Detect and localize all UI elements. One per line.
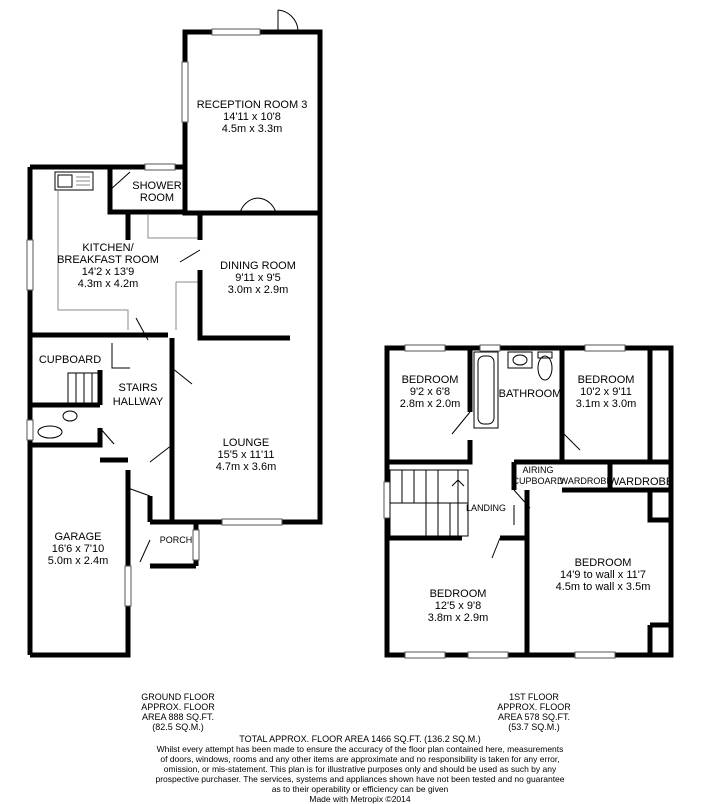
caption-line: APPROX. FLOOR [141, 702, 215, 712]
room-dimensions-imperial: 16'6 x 7'10 [51, 543, 105, 555]
room-dimensions-metric: 3.1m x 3.0m [575, 398, 637, 410]
window [222, 519, 282, 525]
svg-text:BATHROOM [499, 388, 562, 400]
room-dimensions-metric: 3.0m x 2.9m [227, 284, 289, 296]
caption-line: GROUND FLOOR [141, 692, 215, 702]
disclaimer-line: omission, or mis-statement. This plan is for illustrative purposes only and should be used as such by any [163, 764, 557, 774]
room-dimensions-imperial: 14'11 x 10'8 [223, 111, 281, 123]
bath-icon [478, 356, 494, 424]
room-dimensions-imperial: 9'2 x 6'8 [409, 386, 451, 398]
svg-text:AIRING [522, 465, 553, 475]
made-with-credit: Made with Metropix ©2014 [309, 794, 411, 804]
room-labels [39, 99, 673, 624]
caption-line: (82.5 SQ.M.) [152, 722, 204, 732]
room-name: HALLWAY [112, 396, 164, 408]
room-dimensions-metric: 2.8m x 2.0m [399, 398, 461, 410]
room-name: GARAGE [54, 531, 102, 543]
window [27, 240, 33, 290]
window [193, 530, 199, 560]
room-dimensions-imperial: 12'5 x 9'8 [434, 600, 482, 612]
room-name: STAIRS [118, 382, 158, 394]
room-dimensions-imperial: 14'9 to wall x 11'7 [560, 569, 646, 581]
door-swing [150, 445, 172, 462]
svg-text:3.8m x 2.9m [428, 612, 489, 624]
room-dimensions-metric: 4.5m x 3.3m [221, 123, 283, 135]
room-name: BATHROOM [498, 388, 562, 400]
svg-text:STAIRS [119, 382, 158, 394]
svg-text:3.1m x 3.0m [576, 398, 637, 410]
svg-text:9'2 x 6'8 [410, 386, 450, 398]
window [125, 566, 131, 606]
svg-text:4.7m x 3.6m [216, 461, 277, 473]
svg-text:CUPBOARD [512, 476, 564, 486]
room-name: SHOWER [132, 180, 182, 192]
window [384, 482, 390, 518]
room-name: WARDROBE [559, 476, 613, 486]
svg-text:10'2 x 9'11 [580, 386, 632, 398]
svg-text:15'5 x 11'11 [217, 449, 274, 461]
stairs-icon [390, 470, 468, 536]
room-name: BEDROOM [401, 374, 459, 386]
lounge-walls [172, 338, 320, 522]
svg-text:BEDROOM [578, 374, 635, 386]
basin-icon [63, 411, 77, 421]
disclaimer-line: as to their operability or efficiency can be given [271, 784, 449, 794]
caption-line: APPROX. FLOOR [497, 702, 571, 712]
footer-notes [150, 734, 570, 804]
disclaimer-line: prospective purchaser. The services, systems and appliances shown have not been tested and no guarantee [155, 774, 565, 784]
window [575, 652, 615, 658]
disclaimer-line: of doors, windows, rooms and any other items are approximate and no responsibility is taken for any error, [160, 754, 560, 764]
svg-text:KITCHEN/ [82, 242, 134, 254]
svg-text:4.3m x 4.2m [78, 278, 139, 290]
room-dimensions-metric: 3.8m x 2.9m [427, 612, 489, 624]
room-name: LANDING [465, 503, 507, 513]
window [27, 420, 33, 440]
wc-icon [38, 426, 62, 438]
hallway-walls [30, 335, 100, 655]
room-name: PORCH [159, 535, 193, 545]
window [145, 164, 175, 170]
room-name: WARDROBE [608, 476, 674, 488]
door-swing [452, 412, 470, 434]
svg-text:14'2 x 13'9 [82, 266, 135, 278]
svg-text:12'5 x 9'8 [435, 600, 481, 612]
room-name: ROOM [139, 192, 175, 204]
window [405, 345, 445, 351]
room-name: BEDROOM [577, 374, 635, 386]
svg-text:DINING ROOM [220, 260, 296, 272]
window [468, 652, 508, 658]
svg-text:BEDROOM [402, 374, 459, 386]
door-swing [278, 10, 298, 32]
svg-text:4.5m x 3.3m [222, 123, 283, 135]
svg-text:WARDROBE [560, 476, 613, 486]
svg-text:SHOWER [132, 180, 182, 192]
svg-text:4.5m to wall x 3.5m [556, 581, 651, 593]
svg-text:HALLWAY [113, 396, 164, 408]
window [585, 345, 625, 351]
room-name: DINING ROOM [220, 260, 296, 272]
svg-text:9'11 x 9'5 [235, 272, 281, 284]
room-name: CUPBOARD [38, 354, 102, 366]
stairs-icon [68, 373, 100, 403]
room-name: CUPBOARD [512, 476, 564, 486]
window [212, 29, 260, 35]
room-name: BEDROOM [429, 588, 487, 600]
svg-text:WARDROBE [609, 476, 673, 488]
disclaimer-line: Whilst every attempt has been made to ensure the accuracy of the floor plan contained here, measurements [156, 744, 564, 754]
svg-text:BREAKFAST ROOM [57, 254, 159, 266]
door-swing [140, 540, 150, 562]
svg-text:RECEPTION ROOM 3 [197, 99, 308, 111]
kitchen-counter [148, 215, 200, 238]
total-floor-area: TOTAL APPROX. FLOOR AREA 1466 SQ.FT. (136.2 SQ.M.) [239, 734, 481, 744]
room-name: KITCHEN/ [82, 242, 134, 254]
svg-text:ROOM [140, 192, 174, 204]
kitchen-counter [176, 282, 200, 330]
sink-bowl-icon [58, 175, 72, 187]
svg-text:LANDING [466, 503, 506, 513]
window [405, 652, 445, 658]
door-swing [110, 172, 130, 190]
window [182, 62, 188, 122]
room-dimensions-imperial: 14'2 x 13'9 [81, 266, 135, 278]
room-name: RECEPTION ROOM 3 [196, 99, 308, 111]
room-dimensions-metric: 4.7m x 3.6m [215, 461, 277, 473]
wc-icon [538, 356, 552, 380]
svg-text:BEDROOM [575, 557, 632, 569]
room-dimensions-imperial: 15'5 x 11'11 [217, 449, 275, 461]
caption-line: 1ST FLOOR [509, 692, 559, 702]
room-name: AIRING [522, 465, 554, 475]
ground-floor-caption [118, 692, 238, 732]
room-dimensions-metric: 4.3m x 4.2m [77, 278, 139, 290]
svg-text:PORCH [160, 535, 193, 545]
svg-text:14'9 to wall x 11'7 [560, 569, 646, 581]
room-name: LOUNGE [222, 437, 270, 449]
room-dimensions-imperial: 9'11 x 9'5 [235, 272, 281, 284]
svg-text:GARAGE [54, 531, 101, 543]
door-swing [562, 432, 580, 450]
door-swing [112, 343, 130, 368]
svg-text:CUPBOARD [39, 354, 101, 366]
room-dimensions-imperial: 10'2 x 9'11 [580, 386, 632, 398]
svg-text:3.0m x 2.9m [228, 284, 289, 296]
caption-line: AREA 578 SQ.FT. [497, 712, 571, 722]
caption-line: AREA 888 SQ.FT. [141, 712, 215, 722]
room-dimensions-metric: 5.0m x 2.4m [47, 555, 109, 567]
svg-text:14'11 x 10'8 [223, 111, 281, 123]
svg-text:BEDROOM [430, 588, 487, 600]
svg-text:LOUNGE [223, 437, 269, 449]
svg-text:2.8m x 2.0m [400, 398, 461, 410]
svg-text:5.0m x 2.4m [48, 555, 109, 567]
caption-line: (53.7 SQ.M.) [508, 722, 560, 732]
room-dimensions-metric: 4.5m to wall x 3.5m [555, 581, 651, 593]
door-swing [180, 250, 200, 262]
door-swing [492, 538, 500, 558]
room-name: BEDROOM [574, 557, 632, 569]
first-floor-caption [474, 692, 594, 732]
door-swing [128, 488, 150, 496]
basin-icon [508, 352, 532, 368]
room-name: BREAKFAST ROOM [57, 254, 159, 266]
window [480, 345, 500, 351]
door-swing [172, 368, 192, 384]
svg-text:16'6 x 7'10 [52, 543, 105, 555]
